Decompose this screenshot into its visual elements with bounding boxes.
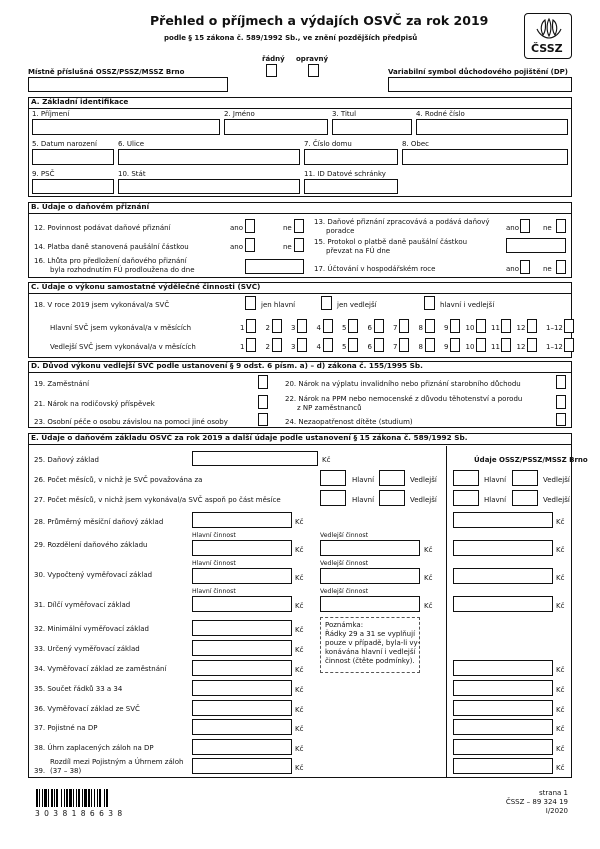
r30-vedlejsi-kc: Kč [424, 574, 433, 582]
note-line-3: konávána hlavní i vedlejší [325, 648, 416, 656]
r27-hlavni-field[interactable] [320, 490, 346, 506]
section-e-title: E. Údaje o daňovém základu OSVČ za rok 2019 a další údaje podle ustanovení § 15 zákona č. 589/1992 Sb. [28, 434, 572, 445]
label-r16b: byla rozhodnutím FÚ prodloužena do dne [50, 266, 195, 274]
r14-ano-checkbox[interactable] [245, 238, 255, 252]
r30-hlavni-kc: Kč [295, 574, 304, 582]
r13-ano-label: ano [506, 224, 520, 232]
logo-text: ČSSZ [531, 42, 563, 55]
label-r32: 32. Minimální vyměřovací základ [34, 625, 149, 633]
r30-ossz-kc: Kč [556, 574, 565, 582]
month-vedlejsi-checkbox[interactable] [399, 338, 409, 352]
svc-jen-vedlejsi-checkbox[interactable] [321, 296, 332, 310]
r31-ossz-kc: Kč [556, 602, 565, 610]
month-hlavni-label: 4 [316, 324, 321, 332]
label-r33: 33. Určený vyměřovací základ [34, 645, 140, 653]
label-r16a: 16. Lhůta pro předložení daňového přiznání [34, 257, 187, 265]
barcode-number: 3 0 3 8 1 8 6 6 3 8 [35, 809, 124, 818]
label-psc: 9. PSČ [32, 170, 55, 178]
field-datum-narozeni[interactable] [32, 149, 114, 165]
month-vedlejsi-label: 2 [265, 343, 270, 351]
month-hlavni-checkbox[interactable] [297, 319, 307, 333]
label-r14: 14. Platba daně stanovená paušální částkou [34, 243, 189, 251]
month-vedlejsi-checkbox[interactable] [246, 338, 256, 352]
month-vedlejsi-label: 12 [516, 343, 526, 351]
r27-ossz-hlavni-field[interactable] [453, 490, 479, 506]
month-vedlejsi-checkbox[interactable] [297, 338, 307, 352]
r12-ne-checkbox[interactable] [294, 219, 304, 233]
label-r23: 23. Osobní péče o osobu závislou na pomoci jiné osoby [34, 418, 228, 426]
label-r19: 19. Zaměstnání [34, 380, 90, 388]
label-r22a: 22. Nárok na PPM nebo nemocenské z důvodu těhotenství a porodu [285, 395, 523, 403]
r19-checkbox[interactable] [258, 375, 268, 389]
r26-hlavni-label: Hlavní [352, 476, 375, 484]
r37-ossz-field[interactable] [453, 719, 553, 735]
r31-ossz-field[interactable] [453, 596, 553, 612]
opravny-checkbox[interactable] [308, 64, 319, 77]
label-r35: 35. Součet řádků 33 a 34 [34, 685, 123, 693]
label-stat: 10. Stát [118, 170, 146, 178]
r32-field[interactable] [192, 620, 292, 636]
r36-ossz-field[interactable] [453, 700, 553, 716]
barcode-bar [48, 789, 49, 807]
label-jmeno: 2. Jméno [224, 110, 255, 118]
variabilni-symbol-field[interactable] [388, 77, 572, 92]
r39-ossz-kc: Kč [556, 764, 565, 772]
r14-ano-label: ano [230, 243, 244, 251]
month-hlavni-checkbox[interactable] [501, 319, 511, 333]
r27-ossz-vedlejsi-label: Vedlejší [543, 496, 570, 504]
barcode-bar [66, 789, 68, 807]
r25-kc: Kč [322, 456, 331, 464]
r14-ne-checkbox[interactable] [294, 238, 304, 252]
label-r22b: z NP zaměstnanců [297, 404, 362, 412]
r37-field[interactable] [192, 719, 292, 735]
barcode-bar [82, 789, 83, 807]
r29-hlavni-kc: Kč [295, 546, 304, 554]
label-hlavni-mesice: Hlavní SVČ jsem vykonával/a v měsících [50, 324, 192, 332]
section-c-title: C. Údaje o výkonu samostatné výdělečné činnosti (SVČ) [28, 283, 572, 294]
label-r28: 28. Průměrný měsíční daňový základ [34, 518, 164, 526]
r31-hlavni-kc: Kč [295, 602, 304, 610]
month-vedlejsi-label: 10 [465, 343, 475, 351]
form-title: Přehled o příjmech a výdajích OSVČ za rok 2019 [150, 13, 489, 28]
r25-field[interactable] [192, 451, 318, 466]
label-r17: 17. Účtování v hospodářském roce [314, 265, 436, 273]
r35-ossz-field[interactable] [453, 680, 553, 696]
r29-vedlejsi-kc: Kč [424, 546, 433, 554]
r15-date-field[interactable] [506, 238, 566, 253]
field-stat[interactable] [118, 179, 300, 194]
month-hlavni-label: 7 [393, 324, 398, 332]
note-line-1: Řádky 29 a 31 se vyplňují [325, 630, 416, 638]
r33-kc: Kč [295, 646, 304, 654]
barcode-bar [97, 789, 98, 807]
r27-ossz-hlavni-label: Hlavní [484, 496, 507, 504]
r36-ossz-kc: Kč [556, 706, 565, 714]
label-vedlejsi-mesice: Vedlejší SVČ jsem vykonával/a v měsících [50, 343, 196, 351]
month-hlavni-label: 3 [291, 324, 296, 332]
r36-field[interactable] [192, 700, 292, 716]
r27-vedlejsi-field[interactable] [379, 490, 405, 506]
r28-field[interactable] [192, 512, 292, 528]
svc-hlavni-i-vedlejsi-label: hlavní i vedlejší [440, 301, 495, 309]
month-vedlejsi-checkbox[interactable] [527, 338, 537, 352]
svc-jen-hlavni-checkbox[interactable] [245, 296, 256, 310]
r26-hlavni-field[interactable] [320, 470, 346, 486]
label-r31: 31. Dílčí vyměřovací základ [34, 601, 131, 609]
r31-hlavni-cinnost-label: Hlavní činnost [192, 588, 236, 595]
month-hlavni-checkbox[interactable] [476, 319, 486, 333]
r34-ossz-field[interactable] [453, 660, 553, 676]
month-hlavni-label: 10 [465, 324, 475, 332]
barcode-bar [94, 789, 95, 807]
form-subtitle: podle § 15 zákona č. 589/1992 Sb., ve znění pozdějších předpisů [164, 34, 418, 42]
note-line-4: činnost (čtěte podmínky). [325, 657, 415, 665]
barcode-bar [42, 789, 43, 807]
label-r20: 20. Nárok na výplatu invalidního nebo přiznání starobního důchodu [285, 380, 521, 388]
label-r18: 18. V roce 2019 jsem vykonával/a SVČ [34, 301, 170, 309]
form-code: ČSSZ – 89 324 19 [505, 798, 568, 806]
label-rodne-cislo: 4. Rodné číslo [416, 110, 465, 118]
field-datova-schranka[interactable] [304, 179, 398, 194]
r36-kc: Kč [295, 706, 304, 714]
r13-ano-checkbox[interactable] [520, 219, 530, 233]
label-cislo-domu: 7. Číslo domu [304, 140, 352, 148]
r39-ossz-field[interactable] [453, 758, 553, 774]
month-hlavni-label: 11 [491, 324, 500, 332]
page-number: strana 1 [539, 789, 568, 797]
month-hlavni-checkbox[interactable] [374, 319, 384, 333]
label-r39-number: 39. [34, 767, 46, 775]
month-vedlejsi-label: 9 [444, 343, 449, 351]
r39-kc: Kč [295, 764, 304, 772]
month-vedlejsi-checkbox[interactable] [323, 338, 333, 352]
r28-ossz-kc: Kč [556, 518, 565, 526]
section-b-title: B. Údaje o daňovém přiznání [28, 203, 572, 214]
svc-jen-hlavni-label: jen hlavní [261, 301, 296, 309]
label-prijmeni: 1. Příjmení [32, 110, 70, 118]
r26-vedlejsi-label: Vedlejší [410, 476, 437, 484]
label-r34: 34. Vyměřovací základ ze zaměstnání [34, 665, 167, 673]
section-d-title: D. Důvod výkonu vedlejší SVČ podle ustanovení § 9 odst. 6 písm. a) – d) zákona č. 155/1995 Sb. [28, 362, 572, 373]
r38-kc: Kč [295, 745, 304, 753]
r13-ne-checkbox[interactable] [556, 219, 566, 233]
cssz-logo [524, 13, 572, 59]
month-vedlejsi-checkbox[interactable] [476, 338, 486, 352]
label-r21: 21. Nárok na rodičovský příspěvek [34, 400, 155, 408]
note-line-2: pouze v případě, byla-li vy- [325, 639, 421, 647]
r34-ossz-kc: Kč [556, 666, 565, 674]
month-hlavni-label: 5 [342, 324, 347, 332]
month-hlavni-checkbox[interactable] [348, 319, 358, 333]
r26-vedlejsi-field[interactable] [379, 470, 405, 486]
mistne-prislusna-field[interactable] [28, 77, 228, 92]
month-vedlejsi-label: 11 [491, 343, 500, 351]
r30-hlavni-field[interactable] [192, 568, 292, 584]
r31-vedlejsi-cinnost-label: Vedlejší činnost [320, 588, 369, 595]
month-hlavni-label: 1–12 [546, 324, 563, 332]
ossz-column-divider [446, 446, 447, 778]
r29-hlavni-cinnost-label: Hlavní činnost [192, 532, 236, 539]
month-hlavni-checkbox[interactable] [564, 319, 574, 333]
label-r38: 38. Úhrn zaplacených záloh na DP [34, 744, 154, 752]
r29-ossz-field[interactable] [453, 540, 553, 556]
label-r15a: 15. Protokol o platbě daně paušální částkou [314, 238, 468, 246]
r29-hlavni-field[interactable] [192, 540, 292, 556]
r35-field[interactable] [192, 680, 292, 696]
field-jmeno[interactable] [224, 119, 328, 135]
r28-ossz-field[interactable] [453, 512, 553, 528]
r33-field[interactable] [192, 640, 292, 656]
barcode-bar [61, 789, 62, 807]
r29-vedlejsi-cinnost-label: Vedlejší činnost [320, 532, 369, 539]
r39-field[interactable] [192, 758, 292, 774]
r12-ano-label: ano [230, 224, 244, 232]
r35-ossz-kc: Kč [556, 686, 565, 694]
r12-ano-checkbox[interactable] [245, 219, 255, 233]
section-a-title: A. Základní identifikace [28, 98, 572, 109]
variabilni-symbol-label: Variabilní symbol důchodového pojištění (DP) [388, 68, 568, 76]
r29-ossz-kc: Kč [556, 546, 565, 554]
label-r27: 27. Počet měsíců, v nichž jsem vykonával/a SVČ aspoň po část měsíce [34, 496, 281, 504]
label-ulice: 6. Ulice [118, 140, 145, 148]
r35-kc: Kč [295, 686, 304, 694]
barcode-bar [91, 789, 92, 807]
month-hlavni-label: 6 [367, 324, 372, 332]
barcode-bar [78, 789, 80, 807]
r27-vedlejsi-label: Vedlejší [410, 496, 437, 504]
month-hlavni-label: 9 [444, 324, 449, 332]
note-title: Poznámka: [325, 621, 364, 629]
label-r24: 24. Nezaopatřenost dítěte (studium) [285, 418, 413, 426]
label-r39b: (37 – 38) [50, 767, 82, 775]
field-rodne-cislo[interactable] [416, 119, 568, 135]
r30-vedlejsi-field[interactable] [320, 568, 420, 584]
label-r15b: převzat na FÚ dne [326, 247, 391, 255]
month-hlavni-checkbox[interactable] [323, 319, 333, 333]
r31-vedlejsi-field[interactable] [320, 596, 420, 612]
barcode-bar [84, 789, 87, 807]
r27-ossz-vedlejsi-field[interactable] [512, 490, 538, 506]
month-vedlejsi-label: 1 [240, 343, 245, 351]
r30-vedlejsi-cinnost-label: Vedlejší činnost [320, 560, 369, 567]
r17-ne-checkbox[interactable] [556, 260, 566, 274]
month-vedlejsi-label: 5 [342, 343, 347, 351]
month-hlavni-label: 12 [516, 324, 526, 332]
field-prijmeni[interactable] [32, 119, 220, 135]
barcode-bar [64, 789, 65, 807]
r26-ossz-vedlejsi-field[interactable] [512, 470, 538, 486]
r12-ne-label: ne [283, 224, 292, 232]
r31-hlavni-field[interactable] [192, 596, 292, 612]
month-vedlejsi-checkbox[interactable] [564, 338, 574, 352]
r17-ano-label: ano [506, 265, 520, 273]
barcode-bar [54, 789, 55, 807]
month-hlavni-label: 2 [265, 324, 270, 332]
r37-ossz-kc: Kč [556, 725, 565, 733]
field-titul[interactable] [332, 119, 412, 135]
label-obec: 8. Obec [402, 140, 430, 148]
barcode-bar [44, 789, 47, 807]
month-hlavni-label: 1 [240, 324, 245, 332]
label-datum-narozeni: 5. Datum narození [32, 140, 97, 148]
r26-ossz-hlavni-field[interactable] [453, 470, 479, 486]
label-r39a: Rozdíl mezi Pojistným a Úhrnem záloh [50, 758, 184, 766]
barcode-bar [56, 789, 58, 807]
barcode-bar [73, 789, 74, 807]
r38-field[interactable] [192, 739, 292, 755]
barcode-bar [36, 789, 38, 807]
label-r26: 26. Počet měsíců, v nichž je SVČ považována za [34, 476, 203, 484]
barcode-bar [76, 789, 77, 807]
month-hlavni-checkbox[interactable] [527, 319, 537, 333]
r22-checkbox[interactable] [556, 395, 566, 409]
r34-kc: Kč [295, 666, 304, 674]
barcode-bar [88, 789, 90, 807]
barcode-bar [106, 789, 108, 807]
form-version: I/2020 [545, 807, 568, 815]
r13-ne-label: ne [543, 224, 552, 232]
barcode-bar [99, 789, 101, 807]
radny-checkbox[interactable] [266, 64, 277, 77]
month-hlavni-checkbox[interactable] [246, 319, 256, 333]
label-r13b: poradce [326, 227, 355, 235]
svc-jen-vedlejsi-label: jen vedlejší [337, 301, 377, 309]
label-r13a: 13. Daňové přiznání zpracovává a podává daňový [314, 218, 490, 226]
label-r12: 12. Povinnost podávat daňové přiznání [34, 224, 171, 232]
barcode-bar [51, 789, 53, 807]
r16-date-field[interactable] [245, 259, 304, 274]
r31-vedlejsi-kc: Kč [424, 602, 433, 610]
field-psc[interactable] [32, 179, 114, 194]
month-vedlejsi-checkbox[interactable] [450, 338, 460, 352]
month-hlavni-checkbox[interactable] [425, 319, 435, 333]
r17-ne-label: ne [543, 265, 552, 273]
month-vedlejsi-checkbox[interactable] [272, 338, 282, 352]
r20-checkbox[interactable] [556, 375, 566, 389]
month-vedlejsi-label: 6 [367, 343, 372, 351]
r38-ossz-field[interactable] [453, 739, 553, 755]
label-r37: 37. Pojistné na DP [34, 724, 98, 732]
month-hlavni-checkbox[interactable] [399, 319, 409, 333]
month-vedlejsi-label: 3 [291, 343, 296, 351]
mistne-prislusna-label: Místně příslušná OSSZ/PSSZ/MSSZ Brno [28, 68, 185, 76]
r32-kc: Kč [295, 626, 304, 634]
r38-ossz-kc: Kč [556, 745, 565, 753]
field-cislo-domu[interactable] [304, 149, 398, 165]
udaje-ossz-heading: Údaje OSSZ/PSSZ/MSSZ Brno [474, 456, 588, 464]
barcode-bar [104, 789, 105, 807]
note-box [320, 617, 420, 673]
month-hlavni-label: 8 [418, 324, 423, 332]
label-r36: 36. Vyměřovací základ ze SVČ [34, 705, 140, 713]
radny-label: řádný [262, 55, 285, 63]
r17-ano-checkbox[interactable] [520, 260, 530, 274]
month-vedlejsi-checkbox[interactable] [374, 338, 384, 352]
label-datova-schranka: 11. ID Datové schránky [304, 170, 386, 178]
r26-ossz-hlavni-label: Hlavní [484, 476, 507, 484]
label-r30: 30. Vypočtený vyměřovací základ [34, 571, 153, 579]
svc-hlavni-i-vedlejsi-checkbox[interactable] [424, 296, 435, 310]
month-vedlejsi-label: 4 [316, 343, 321, 351]
month-hlavni-checkbox[interactable] [272, 319, 282, 333]
barcode-bar [69, 789, 72, 807]
month-vedlejsi-checkbox[interactable] [348, 338, 358, 352]
r28-kc: Kč [295, 518, 304, 526]
field-obec[interactable] [402, 149, 568, 165]
month-vedlejsi-label: 8 [418, 343, 423, 351]
cssz-emblem-icon [526, 17, 572, 41]
r21-checkbox[interactable] [258, 395, 268, 409]
r34-field[interactable] [192, 660, 292, 676]
r37-kc: Kč [295, 725, 304, 733]
label-r29: 29. Rozdělení daňového základu [34, 541, 148, 549]
opravny-label: opravný [296, 55, 329, 63]
r30-ossz-field[interactable] [453, 568, 553, 584]
barcode-bar [39, 789, 40, 807]
r24-checkbox[interactable] [556, 413, 566, 426]
month-vedlejsi-checkbox[interactable] [425, 338, 435, 352]
r29-vedlejsi-field[interactable] [320, 540, 420, 556]
barcode [36, 789, 126, 807]
r30-hlavni-cinnost-label: Hlavní činnost [192, 560, 236, 567]
r27-hlavni-label: Hlavní [352, 496, 375, 504]
label-r25: 25. Daňový základ [34, 456, 99, 464]
month-vedlejsi-checkbox[interactable] [501, 338, 511, 352]
field-ulice[interactable] [118, 149, 300, 165]
r23-checkbox[interactable] [258, 413, 268, 426]
month-hlavni-checkbox[interactable] [450, 319, 460, 333]
r26-ossz-vedlejsi-label: Vedlejší [543, 476, 570, 484]
r14-ne-label: ne [283, 243, 292, 251]
month-vedlejsi-label: 1–12 [546, 343, 563, 351]
month-vedlejsi-label: 7 [393, 343, 398, 351]
label-titul: 3. Titul [332, 110, 357, 118]
